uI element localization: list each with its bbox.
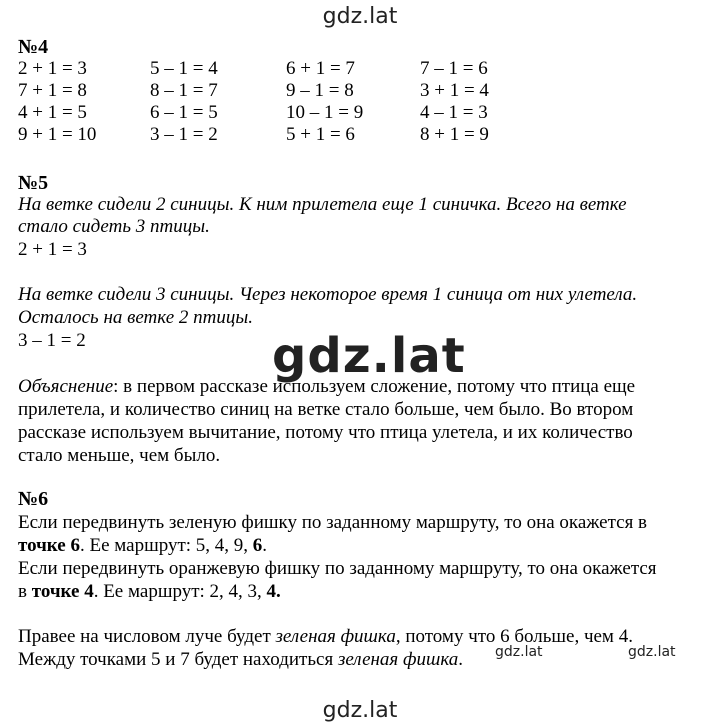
text-end: , потому что 6 больше, чем 4. (395, 626, 633, 647)
task6-heading: №6 (18, 488, 49, 510)
explanation-text: : в первом рассказе используем сложение, потому что птица еще (113, 376, 636, 397)
equation-cell: 6 – 1 = 5 (150, 102, 218, 123)
equation-cell: 5 – 1 = 4 (150, 58, 218, 79)
equation-cell: 8 – 1 = 7 (150, 80, 218, 101)
watermark-small: gdz.lat (628, 644, 676, 660)
explanation-line (18, 376, 635, 398)
text-start: в (18, 581, 32, 602)
route-end: 6 (252, 535, 263, 556)
route-end: 4. (266, 581, 281, 602)
task5-heading: №5 (18, 172, 49, 194)
punctuation: . (262, 535, 268, 556)
equation-cell: 3 + 1 = 4 (420, 80, 489, 101)
equation-cell: 4 – 1 = 3 (420, 102, 488, 123)
equation-cell: 5 + 1 = 6 (286, 124, 355, 145)
task6-paragraph-line (18, 626, 633, 648)
watermark-center: gdz.lat (272, 328, 466, 384)
chip-name: зеленая фишка (337, 649, 459, 670)
explanation-line: стало меньше, чем было. (18, 445, 221, 466)
equation-cell: 10 – 1 = 9 (286, 102, 364, 123)
task6-paragraph-line (18, 581, 281, 603)
explanation-line: прилетела, и количество синиц на ветке стало больше, чем было. Во втором (18, 399, 634, 420)
story1-line: На ветке сидели 2 синицы. К ним прилетела еще 1 синичка. Всего на ветке (18, 194, 627, 215)
equation-cell: 7 – 1 = 6 (420, 58, 488, 79)
equation-cell: 7 + 1 = 8 (18, 80, 87, 101)
task6-paragraph-line: Если передвинуть зеленую фишку по заданному маршруту, то она окажется в (18, 512, 648, 533)
task6-paragraph-line (18, 535, 267, 557)
watermark-small: gdz.lat (495, 644, 543, 660)
watermark-top: gdz.lat (322, 4, 398, 29)
task4-heading: №4 (18, 36, 49, 58)
equation-cell: 9 – 1 = 8 (286, 80, 354, 101)
equation-cell: 8 + 1 = 9 (420, 124, 489, 145)
equation-2: 3 – 1 = 2 (18, 330, 86, 351)
chip-name: зеленая фишка (275, 626, 396, 647)
text-start: Правее на числовом луче будет (18, 626, 276, 647)
equation-cell: 3 – 1 = 2 (150, 124, 218, 145)
task6-paragraph-line: Если передвинуть оранжевую фишку по заданному маршруту, то она окажется (18, 558, 657, 579)
equation-cell: 4 + 1 = 5 (18, 102, 87, 123)
point-label: точке 6 (18, 535, 80, 556)
watermark-bottom: gdz.lat (322, 698, 398, 723)
story2-line: На ветке сидели 3 синицы. Через некоторое время 1 синица от них улетела. (18, 284, 638, 305)
equation-cell: 9 + 1 = 10 (18, 124, 97, 145)
route-text: . Ее маршрут: 5, 4, 9, (79, 535, 253, 556)
equation-cell: 2 + 1 = 3 (18, 58, 87, 79)
text-start: Между точками 5 и 7 будет находиться (18, 649, 338, 670)
story1-line: стало сидеть 3 птицы. (18, 216, 210, 237)
text-end: . (458, 649, 464, 670)
explanation-label: Объяснение (18, 376, 114, 397)
route-text: . Ее маршрут: 2, 4, 3, (93, 581, 267, 602)
point-label: точке 4 (31, 581, 94, 602)
equation-1: 2 + 1 = 3 (18, 239, 87, 260)
explanation-line: рассказе используем вычитание, потому что птица улетела, и их количество (18, 422, 633, 443)
task6-paragraph-line (18, 649, 463, 671)
equation-cell: 6 + 1 = 7 (286, 58, 355, 79)
story2-line: Осталось на ветке 2 птицы. (18, 307, 253, 328)
